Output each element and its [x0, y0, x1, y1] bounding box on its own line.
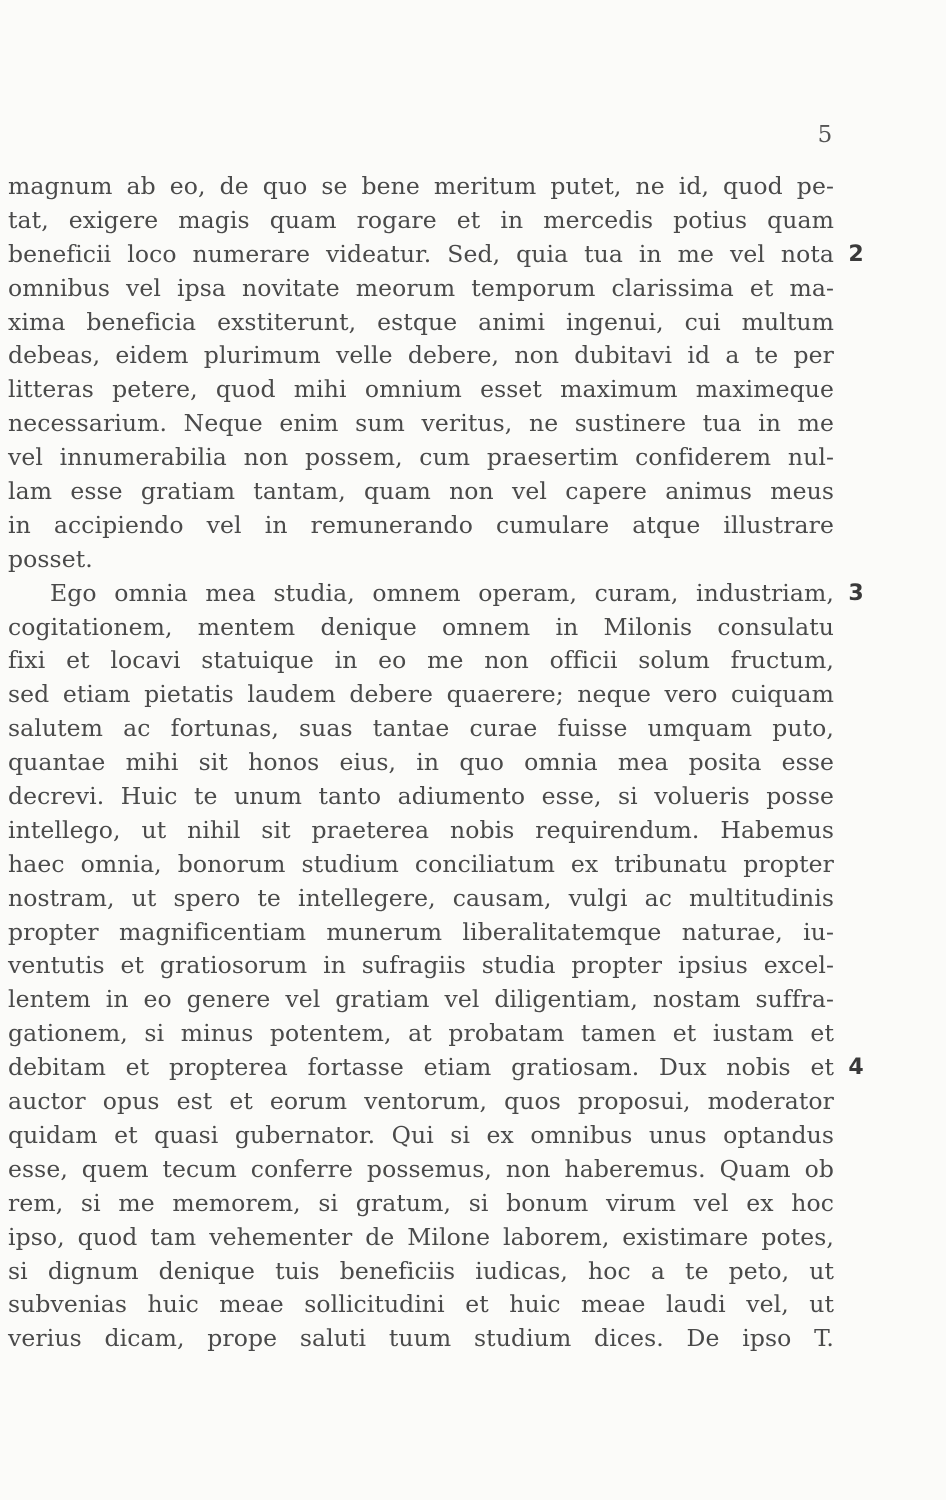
text-line: auctor opus est et eorum ventorum, quos proposui, moderator [8, 1087, 834, 1116]
body-text [8, 170, 864, 1356]
text-line: verius dicam, prope saluti tuum studium dices. De ipso T. [8, 1324, 834, 1353]
text-line: propter magnificentiam munerum liberalitatemque naturae, iu- [8, 917, 834, 946]
text-line: si dignum denique tuis beneficiis iudicas, hoc a te peto, ut [8, 1256, 834, 1285]
text-line: sed etiam pietatis laudem debere quaerere; neque vero cuiquam [8, 680, 834, 709]
text-line: litteras petere, quod mihi omnium esset maximum maximeque [8, 375, 834, 404]
page-number: 5 [817, 122, 833, 148]
text-line: rem, si me memorem, si gratum, si bonum virum vel ex hoc [8, 1188, 834, 1217]
text-line: in accipiendo vel in remunerando cumulare atque illustrare [8, 510, 834, 539]
section-number: 4 [848, 1055, 864, 1081]
text-line: posset. [8, 544, 93, 573]
text-line: Ego omnia mea studia, omnem operam, curam, industriam, 3 [8, 577, 834, 611]
section-number: 2 [848, 241, 864, 267]
section-number: 3 [848, 580, 864, 606]
text-line: xima beneficia exstiterunt, estque animi ingenui, cui multum [8, 307, 834, 336]
text-line: necessarium. Neque enim sum veritus, ne sustinere tua in me [8, 409, 834, 438]
text-line: nostram, ut spero te intellegere, causam, vulgi ac multitudinis [8, 883, 834, 912]
text-line: beneficii loco numerare videatur. Sed, quia tua in me vel nota 2 [8, 238, 834, 272]
text-line: vel innumerabilia non possem, cum praesertim confiderem nul- [8, 443, 834, 472]
text-line: debeas, eidem plurimum velle debere, non dubitavi id a te per [8, 341, 834, 370]
text-line: ipso, quod tam vehementer de Milone laborem, existimare potes, [8, 1222, 834, 1251]
text-line: decrevi. Huic te unum tanto adiumento esse, si volueris posse [8, 782, 834, 811]
text-line: haec omnia, bonorum studium conciliatum ex tribunatu propter [8, 849, 834, 878]
text-line: subvenias huic meae sollicitudini et huic meae laudi vel, ut [8, 1290, 834, 1319]
text-line: salutem ac fortunas, suas tantae curae fuisse umquam puto, [8, 714, 834, 743]
text-line: omnibus vel ipsa novitate meorum temporum clarissima et ma- [8, 273, 834, 302]
text-line: lentem in eo genere vel gratiam vel diligentiam, nostam suffra- [8, 985, 834, 1014]
text-line: quantae mihi sit honos eius, in quo omnia mea posita esse [8, 748, 834, 777]
text-line: debitam et propterea fortasse etiam gratiosam. Dux nobis et 4 [8, 1051, 834, 1085]
text-line: magnum ab eo, de quo se bene meritum putet, ne id, quod pe- [8, 172, 834, 200]
text-line: ventutis et gratiosorum in sufragiis studia propter ipsius excel- [8, 951, 834, 980]
text-line: quidam et quasi gubernator. Qui si ex omnibus unus optandus [8, 1120, 834, 1149]
text-line: tat, exigere magis quam rogare et in mercedis potius quam [8, 205, 834, 234]
text-line: esse, quem tecum conferre possemus, non haberemus. Quam ob [8, 1154, 834, 1183]
text-line: gationem, si minus potentem, at probatam tamen et iustam et [8, 1019, 834, 1048]
text-line: lam esse gratiam tantam, quam non vel capere animus meus [8, 477, 834, 506]
text-line: intellego, ut nihil sit praeterea nobis requirendum. Habemus [8, 815, 834, 844]
text-line: fixi et locavi statuique in eo me non officii solum fructum, [8, 646, 834, 675]
text-line: cogitationem, mentem denique omnem in Milonis consulatu [8, 612, 834, 641]
